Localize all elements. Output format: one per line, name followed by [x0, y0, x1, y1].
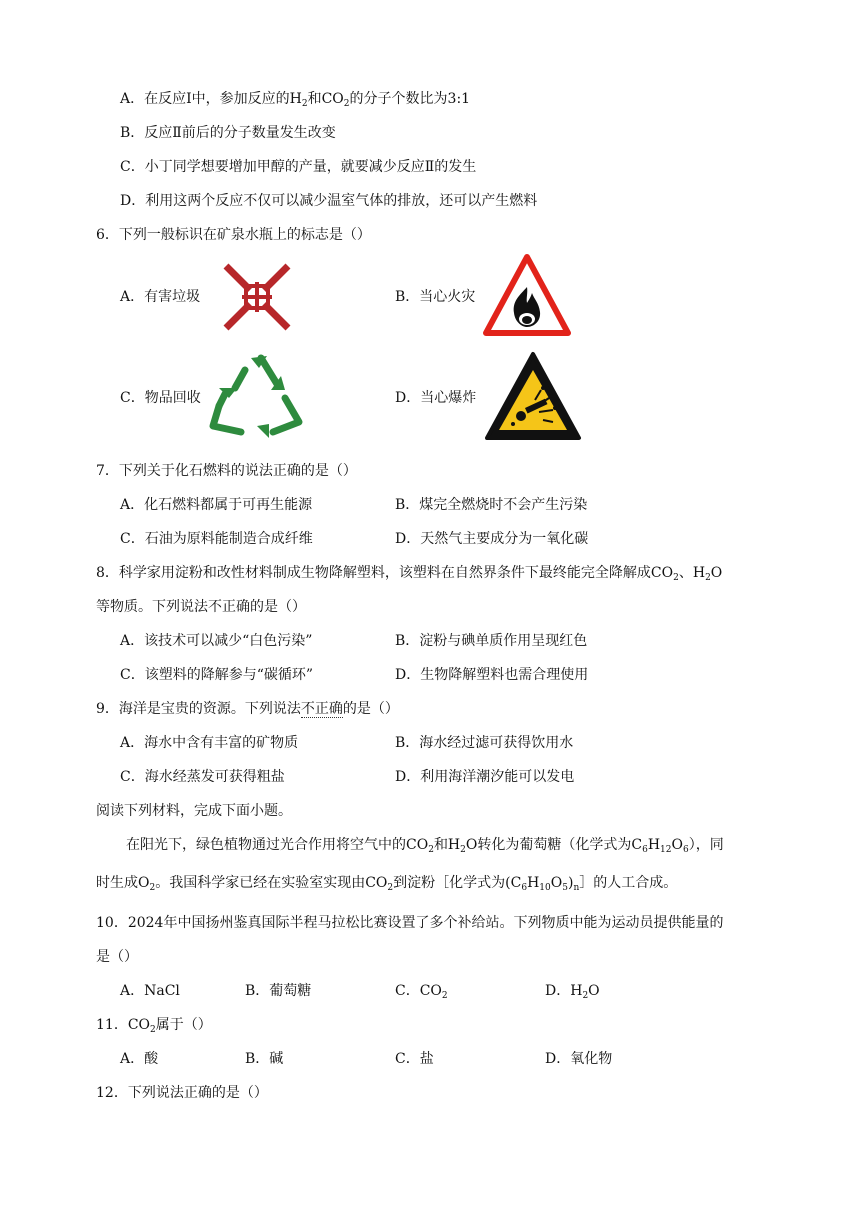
q6-option-b: B．当心火灾	[395, 289, 476, 305]
q10-stem-line2: 是（）	[96, 949, 138, 965]
q6-stem: 6．下列一般标识在矿泉水瓶上的标志是（）	[96, 227, 371, 243]
q9-option-a: A．海水中含有丰富的矿物质	[120, 735, 299, 751]
q10-option-a: A．NaCl	[120, 983, 180, 999]
q7-option-a: A．化石燃料都属于可再生能源	[120, 497, 313, 513]
q9-option-d: D．利用海洋潮汐能可以发电	[395, 769, 575, 785]
q7-option-c: C．石油为原料能制造合成纤维	[120, 531, 313, 547]
harmful-waste-icon	[222, 262, 292, 332]
q9-option-b: B．海水经过滤可获得饮用水	[395, 735, 574, 751]
q12-stem: 12．下列说法正确的是（）	[96, 1085, 268, 1101]
q8-stem-line1: 8．科学家用淀粉和改性材料制成生物降解塑料，该塑料在自然界条件下最终能完全降解成$CO_2$、$H_2O$	[96, 565, 723, 583]
q11-option-b: B．碱	[245, 1051, 284, 1067]
q9-option-c: C．海水经蒸发可获得粗盐	[120, 769, 285, 785]
fire-warning-icon	[482, 253, 572, 337]
q10-option-d: D．$H_2O$	[545, 983, 600, 1001]
q7-option-b: B．煤完全燃烧时不会产生污染	[395, 497, 588, 513]
reading-paragraph-line2: 时生成$O_2$。我国科学家已经在实验室实现由$CO_2$到淀粉［化学式为$(C_6H_{10}O_5)_n]$的人工合成。	[96, 875, 678, 893]
reading-paragraph-line1: 在阳光下，绿色植物通过光合作用将空气中的$CO_2$和$H_2O$转化为葡萄糖（化学式为$C_6H_{12}O_6$），同	[126, 837, 724, 855]
q5-option-a: A．在反应Ⅰ中，参加反应的$H_2$和$CO_2$的分子个数比为3:1	[120, 91, 471, 109]
q6-option-c: C．物品回收	[120, 390, 201, 406]
reading-intro: 阅读下列材料，完成下面小题。	[96, 803, 292, 819]
q10-option-b: B．葡萄糖	[245, 983, 312, 999]
q8-stem-line2: 等物质。下列说法不正确的是（）	[96, 599, 306, 615]
q7-option-d: D．天然气主要成分为一氧化碳	[395, 531, 589, 547]
q10-stem-line1: 10．2024年中国扬州鉴真国际半程马拉松比赛设置了多个补给站。下列物质中能为运动员提供能量的	[96, 915, 724, 931]
q9-stem: 9．海洋是宝贵的资源。下列说法不正确的是（）	[96, 701, 399, 717]
q11-option-c: C．盐	[395, 1051, 434, 1067]
q10-option-c: C．$CO_2$	[395, 983, 448, 1001]
q8-option-d: D．生物降解塑料也需合理使用	[395, 667, 589, 683]
q5-option-b: B．反应Ⅱ前后的分子数量发生改变	[120, 125, 336, 141]
q8-option-c: C．该塑料的降解参与“碳循环”	[120, 667, 314, 683]
q11-option-d: D．氧化物	[545, 1051, 613, 1067]
q5-option-c: C．小丁同学想要增加甲醇的产量，就要减少反应Ⅱ的发生	[120, 159, 477, 175]
recycle-icon	[207, 352, 307, 442]
q11-stem: 11．$CO_2$属于（）	[96, 1017, 212, 1035]
q6-option-a: A．有害垃圾	[120, 289, 201, 305]
q5-option-d: D．利用这两个反应不仅可以减少温室气体的排放，还可以产生燃料	[120, 193, 538, 209]
q11-option-a: A．酸	[120, 1051, 159, 1067]
q9-emphasis: 不正确	[300, 701, 343, 717]
q6-option-d: D．当心爆炸	[395, 390, 477, 406]
q8-option-a: A．该技术可以减少“白色污染”	[120, 633, 313, 649]
explosion-warning-icon	[483, 350, 583, 442]
q8-option-b: B．淀粉与碘单质作用呈现红色	[395, 633, 588, 649]
q7-stem: 7．下列关于化石燃料的说法正确的是（）	[96, 463, 357, 479]
